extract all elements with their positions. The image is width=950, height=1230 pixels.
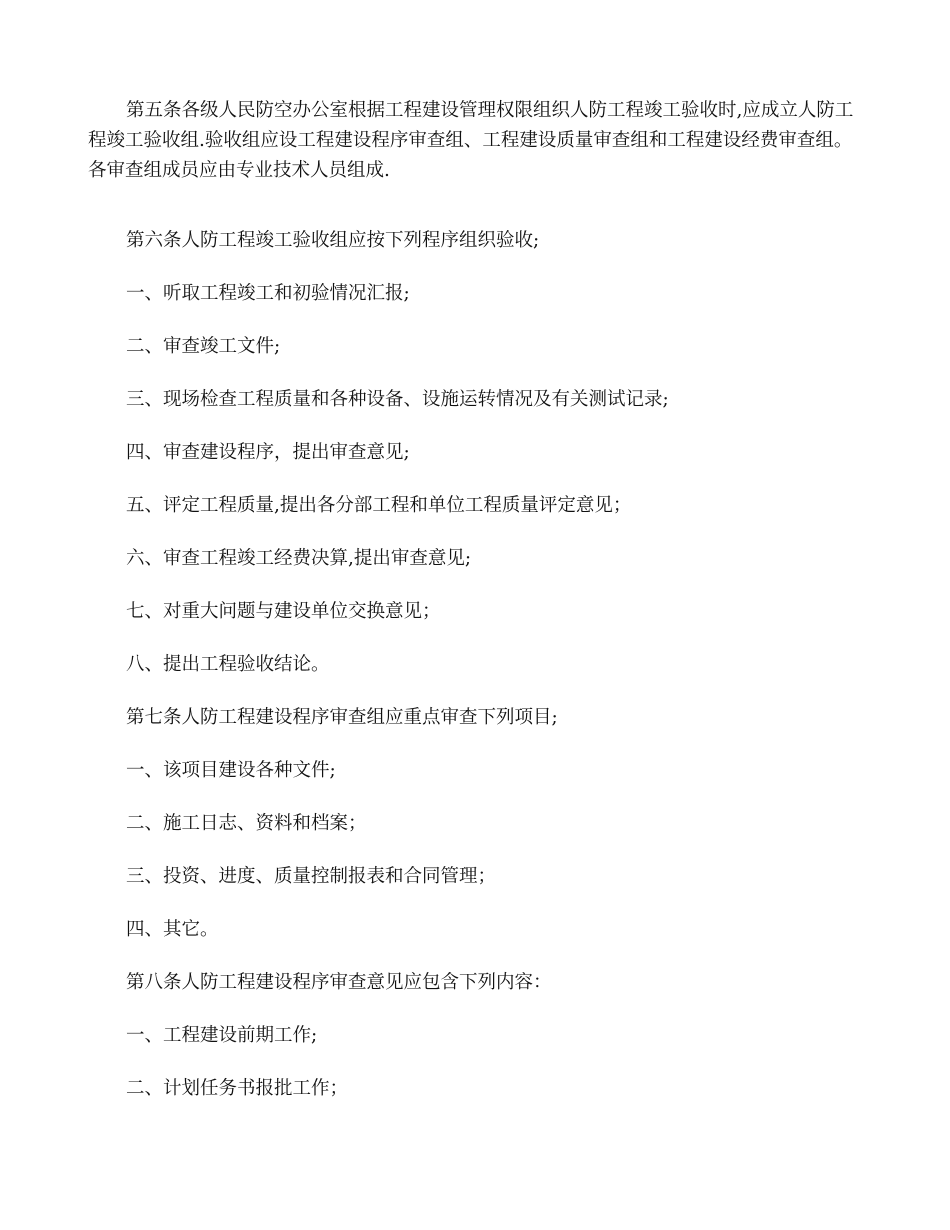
list-item: 七、对重大问题与建设单位交换意见； (126, 601, 441, 622)
list-item: 三、现场检查工程质量和各种设备、设施运转情况及有关测试记录; (126, 389, 669, 410)
article-6-heading: 第六条人防工程竣工验收组应按下列程序组织验收; (126, 230, 540, 251)
article-5-paragraph: 第五条各级人民防空办公室根据工程建设管理权限组织人防工程竣工验收时,应成立人防工程竣工验收组.验收组应设工程建设程序审查组、工程建设质量审查组和工程建设经费审查组。各审查组成员应由专业技术人员组成. (88, 100, 854, 181)
list-item: 六、审查工程竣工经费决算,提出审查意见; (126, 548, 472, 569)
article-8-heading: 第八条人防工程建设程序审查意见应包含下列内容： (126, 972, 552, 993)
list-item: 二、计划任务书报批工作； (126, 1078, 349, 1099)
article-7-heading: 第七条人防工程建设程序审查组应重点审查下列项目; (126, 707, 558, 728)
list-item: 二、审查竣工文件; (126, 336, 281, 357)
list-item: 二、施工日志、资料和档案； (126, 813, 367, 834)
list-item: 一、听取工程竣工和初验情况汇报; (126, 283, 410, 304)
list-item: 五、评定工程质量,提出各分部工程和单位工程质量评定意见； (126, 495, 632, 516)
list-item: 一、该项目建设各种文件; (126, 760, 336, 781)
list-item: 八、提出工程验收结论。 (126, 654, 330, 675)
list-item: 四、审查建设程序，提出审查意见; (126, 442, 410, 463)
list-item: 四、其它。 (126, 919, 219, 940)
list-item: 一、工程建设前期工作; (126, 1025, 318, 1046)
list-item: 三、投资、进度、质量控制报表和合同管理； (126, 866, 497, 887)
